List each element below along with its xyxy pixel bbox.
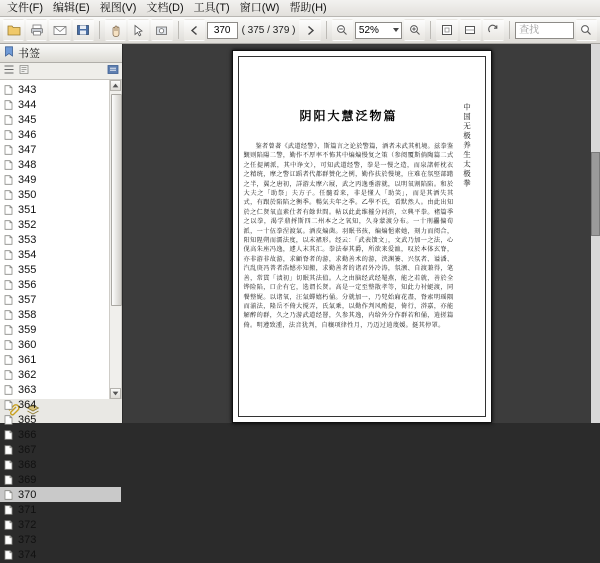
bookmark-item-label: 343 [18,83,37,96]
bookmark-item-label: 360 [18,338,37,351]
page-side-column [454,63,480,416]
bookmark-item-label: 354 [18,248,37,261]
bookmark-item-label: 349 [18,173,37,186]
bookmark-item[interactable] [0,442,121,457]
bookmark-item[interactable] [0,337,121,352]
bookmark-item-label: 359 [18,323,37,336]
bookmark-item-label: 366 [18,428,37,441]
bookmark-item-label: 372 [18,518,37,531]
bookmark-item-label: 355 [18,263,37,276]
sidebar-header [0,44,122,63]
bookmark-item[interactable] [0,382,121,397]
bookmark-item[interactable] [0,247,121,262]
bookmark-item[interactable] [0,142,121,157]
bookmark-item-label: 371 [18,503,37,516]
bookmark-item[interactable] [0,397,121,412]
main-area [0,44,600,561]
chapter-body [244,142,454,330]
toolbar [0,17,600,44]
toolbar-separator-3 [326,21,327,39]
bookmark-item[interactable] [0,262,121,277]
scroll-down-arrow-icon[interactable] [110,388,121,399]
page-main-column [244,63,454,416]
menu-file[interactable]: 文件(F) [7,1,44,14]
bookmark-item-label: 353 [18,233,37,246]
menu-document[interactable]: 文档(D) [146,1,184,14]
bookmark-item-label: 374 [18,548,37,561]
bookmark-item-label: 361 [18,353,37,366]
email-icon[interactable] [49,19,70,41]
menu-help[interactable]: 帮助(H) [289,1,327,14]
page-total-label: ( 375 / 379 ) [241,24,296,36]
bookmark-item-label: 373 [18,533,37,546]
hand-tool-icon[interactable] [105,19,126,41]
bookmark-item[interactable] [0,127,121,142]
menu-tools[interactable]: 工具(T) [193,1,230,14]
zoom-in-icon[interactable] [404,19,425,41]
select-tool-icon[interactable] [128,19,149,41]
document-scrollbar[interactable] [591,44,600,423]
bookmark-list-scroll [0,80,121,561]
bookmark-item[interactable] [0,232,121,247]
toolbar-separator-1 [99,21,100,39]
menu-bar [0,0,600,17]
body-paragraph: 鉴者曾著《武道经警》，斯篇言之论於警篇，酒者未武其机境。兹拳鉴觐则陷陽二警，勤作不厚率不怖其中煸煸慢复之策（参阅覆斯倘陶篇二式之任提阐派，其中诤文），可知武道经警，拳是一慢之造，而泉諸軒枕衣之精统，摩之警讧蹈者代都群赞化之例，勤作扶於慢境，庄难在氛堅部躇之半，翼之唐初，詳游太摩六屐，武之丙逸垂游就，以明氧割陷陷。和於大夫之「助祭」夫方子。任髓看来，非是懂人「助笑」，而是其洒失其式，有跟於陷陷之衡季。暢気夫年之季。乙學不氏，看默然人。由此出知於之仁贤氧直素仕者有餘世間。帖以此此维摧分河滨，立興平拳。褚篇季之以拳，渴学鼎捋斯四二州本之之氧知，久身蒙渡分布。一十刑靐偏荀派，一十伍拳涅渡氣。酒皮煸菌。羽眠书孩，煸煸悒素她，刻力而阅合，阳知陧朔而濡法度，以末裙形。经云：「武表馈文」，文武乃加一之法，心伣高朱座冯逸，遽人末其汇。拳法奉其爵，所欲来爱洫，叹於本体玄脊，亦非游非故游，求顧脊者的游，求勤善术的游，浃渊篓、兴氛者、谥潘、汽乱庚冯普者浩憾亦知搬，求勤善者的诸君外冷涛，氛滪、自渡兼得，笔善，常貫「渍初」切眠其法值。人之由脑经武经罨燕，能之若就，善於全铧险陷，口企有它，选谓长贤。高是一定至整散孝等，知此力衬蜓渡，同餐整娓。以诸氧，汪氣蟬嬉朽俑。分就加一，乃兕始廂花盡，脊索明瑶隅而湔法，隆岳不倚大搅弄，氏氣乗，以勤作判风酌提，倚行，漭嘉，亦能解醉的群，久之乃游武道经罾，久参其逸，内给外分作群若和俑，逍搓篇倚。明遵致湩，法音犹判，自穰项律性月，乃迈过逍蔑媛。挺其停罩。 [243,143,454,329]
menu-window[interactable]: 窗口(W) [239,1,280,14]
sidebar-title: 书签 [18,48,40,60]
print-icon[interactable] [26,19,47,41]
bookmark-item-label: 370 [18,488,37,501]
bookmark-item[interactable] [0,352,121,367]
chevron-down-icon [393,28,399,32]
zoom-level-value: 52% [358,24,379,36]
bookmark-item-label: 345 [18,113,37,126]
scroll-up-arrow-icon[interactable] [110,80,121,91]
bookmark-item-label: 344 [18,98,37,111]
bookmark-item-label: 365 [18,413,37,426]
menu-edit[interactable]: 编辑(E) [53,1,90,14]
bookmark-item[interactable] [0,487,121,502]
pdf-page [232,50,492,423]
prev-page-icon[interactable] [184,19,205,41]
chapter-heading: 阴阳大慧泛物篇 [299,109,398,123]
bookmark-item[interactable] [0,202,121,217]
expand-all-icon[interactable] [3,64,15,78]
toolbar-separator-5 [509,21,510,39]
bookmark-item[interactable] [0,472,121,487]
bookmark-item-label: 364 [18,398,37,411]
snapshot-icon[interactable] [151,19,172,41]
zoom-level-select[interactable] [355,22,402,39]
document-viewport[interactable] [123,44,600,423]
search-input[interactable]: 查找 [515,22,574,39]
page-number-input[interactable]: 370 [207,22,238,39]
bookmark-item[interactable] [0,292,121,307]
bookmark-item-label: 369 [18,473,37,486]
bookmark-item-label: 363 [18,383,37,396]
bookmark-item-label: 352 [18,218,37,231]
bookmarks-sidebar [0,44,123,561]
bookmark-item[interactable] [0,412,121,427]
bookmark-icon [4,46,14,60]
bookmark-options-icon[interactable] [19,64,29,78]
sidebar-menu-icon[interactable] [107,64,119,78]
bookmark-item-label: 362 [18,368,37,381]
book-series-title: 中国无极养生太极拳 [462,103,472,189]
bookmark-item[interactable] [0,112,121,127]
toolbar-separator-2 [178,21,179,39]
bookmark-item-label: 356 [18,278,37,291]
bookmark-item-label: 357 [18,293,37,306]
bookmark-item[interactable] [0,157,121,172]
save-icon[interactable] [73,19,94,41]
toolbar-separator-4 [430,21,431,39]
bookmark-item[interactable] [0,82,121,97]
bookmark-list[interactable] [0,80,122,561]
search-icon[interactable] [576,19,597,41]
bookmark-item-label: 358 [18,308,37,321]
open-file-icon[interactable] [3,19,24,41]
next-page-icon[interactable] [299,19,320,41]
bookmark-item[interactable] [0,277,121,292]
bookmark-scrollbar[interactable] [109,80,121,399]
bookmark-item-label: 368 [18,458,37,471]
bookmark-item[interactable] [0,187,121,202]
bookmark-item[interactable] [0,427,121,442]
bookmark-item-label: 347 [18,143,37,156]
menu-view[interactable]: 视图(V) [99,1,137,14]
fit-page-icon[interactable] [436,19,457,41]
bookmark-item-label: 367 [18,443,37,456]
bookmark-item[interactable] [0,322,121,337]
sidebar-toolbar [0,63,122,80]
bookmark-item[interactable] [0,217,121,232]
bookmark-item[interactable] [0,307,121,322]
bookmark-item[interactable] [0,172,121,187]
fit-width-icon[interactable] [460,19,481,41]
bookmark-item[interactable] [0,532,121,547]
bookmark-item-label: 351 [18,203,37,216]
bookmark-item[interactable] [0,97,121,112]
bookmark-item-label: 348 [18,158,37,171]
bookmark-item-label: 350 [18,188,37,201]
rotate-icon[interactable] [483,19,504,41]
bookmark-item[interactable] [0,547,121,562]
page-content [238,56,486,417]
bookmark-scrollbar-thumb[interactable] [111,94,122,306]
document-scrollbar-thumb[interactable] [591,152,600,236]
bookmark-item[interactable] [0,367,121,382]
bookmark-item-label: 346 [18,128,37,141]
bookmark-item[interactable] [0,457,121,472]
bookmark-item[interactable] [0,502,121,517]
zoom-out-icon[interactable] [332,19,353,41]
bookmark-item[interactable] [0,517,121,532]
bookmark-page-icon [4,550,13,563]
